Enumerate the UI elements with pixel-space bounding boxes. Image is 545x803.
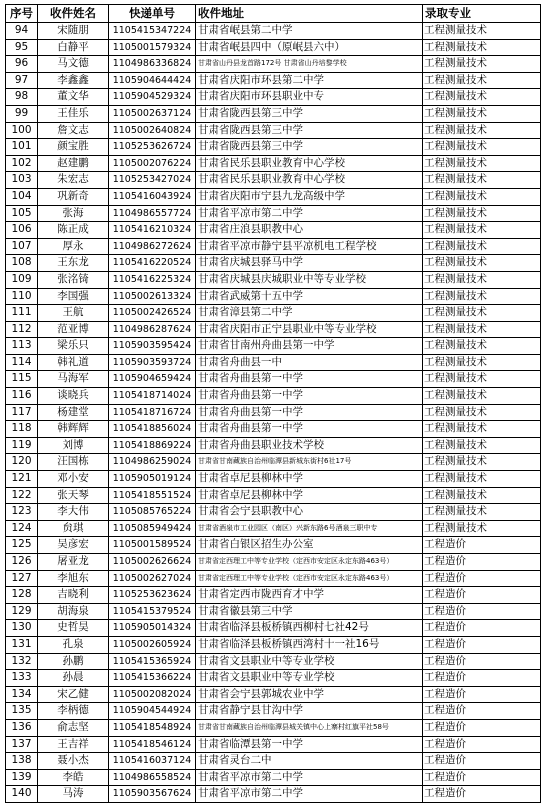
row-major: 工程测量技术: [423, 354, 541, 371]
row-major: 工程造价: [423, 686, 541, 703]
shipment-table: [5, 4, 541, 803]
row-tracking: 1105418716724: [109, 404, 196, 421]
row-name: 李柄德: [38, 703, 109, 720]
row-tracking: 1105253626724: [109, 139, 196, 156]
row-name: 张天琴: [38, 487, 109, 504]
row-name: 马文德: [38, 56, 109, 73]
row-address: 甘肃省定西理工中等专业学校（定西市安定区永定东路463号）: [196, 570, 423, 587]
row-tracking: 1105418551524: [109, 487, 196, 504]
table-row: [6, 404, 541, 421]
table-row: [6, 238, 541, 255]
row-address: 甘肃省卓尼县柳林中学: [196, 471, 423, 488]
row-major: 工程测量技术: [423, 139, 541, 156]
table-row: [6, 454, 541, 471]
row-seq: 140: [6, 786, 38, 803]
row-name: 梁乐只: [38, 338, 109, 355]
table-row: [6, 222, 541, 239]
row-seq: 133: [6, 670, 38, 687]
row-seq: 139: [6, 769, 38, 786]
row-tracking: 1104986557724: [109, 205, 196, 222]
row-name: 王佳乐: [38, 105, 109, 122]
header-address: 收件地址: [196, 5, 423, 23]
shipment-table-container: [5, 4, 541, 803]
row-tracking: 1105002640824: [109, 122, 196, 139]
row-major: 工程造价: [423, 753, 541, 770]
table-row: [6, 570, 541, 587]
row-address: 甘肃省白银区招生办公室: [196, 537, 423, 554]
row-tracking: 1105418856024: [109, 421, 196, 438]
row-address: 甘肃省漳县第二中学: [196, 305, 423, 322]
table-row: [6, 520, 541, 537]
row-name: 马海军: [38, 371, 109, 388]
header-tracking: 快递单号: [109, 5, 196, 23]
row-major: 工程测量技术: [423, 89, 541, 106]
table-row: [6, 105, 541, 122]
row-tracking: 1104986259024: [109, 454, 196, 471]
row-tracking: 1105001589524: [109, 537, 196, 554]
row-tracking: 1105416225324: [109, 271, 196, 288]
row-tracking: 1105416043924: [109, 188, 196, 205]
row-address: 甘肃省武威第十五中学: [196, 288, 423, 305]
row-address: 甘肃省舟曲县第一中学: [196, 371, 423, 388]
row-tracking: 1105002637124: [109, 105, 196, 122]
row-seq: 97: [6, 72, 38, 89]
row-address: 甘肃省定西市陇西育才中学: [196, 587, 423, 604]
row-major: 工程造价: [423, 587, 541, 604]
row-seq: 127: [6, 570, 38, 587]
row-address: 甘肃省文县职业中等专业学校: [196, 670, 423, 687]
row-address: 甘肃省平凉市第二中学: [196, 786, 423, 803]
table-row: [6, 72, 541, 89]
row-seq: 95: [6, 39, 38, 56]
row-tracking: 1105905019124: [109, 471, 196, 488]
table-row: [6, 736, 541, 753]
row-tracking: 1105418869224: [109, 437, 196, 454]
row-address: 甘肃省平凉市第二中学: [196, 205, 423, 222]
row-seq: 136: [6, 719, 38, 736]
row-tracking: 1105415379524: [109, 603, 196, 620]
row-name: 胡海泉: [38, 603, 109, 620]
row-seq: 101: [6, 139, 38, 156]
row-name: 范亚博: [38, 321, 109, 338]
row-major: 工程测量技术: [423, 56, 541, 73]
row-tracking: 1105002613324: [109, 288, 196, 305]
table-row: [6, 338, 541, 355]
table-row: [6, 56, 541, 73]
row-address: 甘肃省岷县第二中学: [196, 23, 423, 40]
row-tracking: 1105418548924: [109, 719, 196, 736]
row-name: 王吉祥: [38, 736, 109, 753]
row-seq: 135: [6, 703, 38, 720]
row-address: 甘肃省舟曲县一中: [196, 354, 423, 371]
row-name: 李旭东: [38, 570, 109, 587]
table-row: [6, 686, 541, 703]
row-tracking: 1105904659424: [109, 371, 196, 388]
row-tracking: 1105416210324: [109, 222, 196, 239]
row-major: 工程测量技术: [423, 321, 541, 338]
row-address: 甘肃省会宁县职教中心: [196, 504, 423, 521]
row-name: 贠琪: [38, 520, 109, 537]
row-name: 宋随朋: [38, 23, 109, 40]
row-address: 甘肃省舟曲县第一中学: [196, 388, 423, 405]
row-major: 工程测量技术: [423, 504, 541, 521]
row-name: 颜宝胜: [38, 139, 109, 156]
table-row: [6, 354, 541, 371]
row-major: 工程造价: [423, 603, 541, 620]
table-row: [6, 172, 541, 189]
row-seq: 108: [6, 255, 38, 272]
row-tracking: 1105418714024: [109, 388, 196, 405]
row-address: 甘肃省平凉市静宁县平凉机电工程学校: [196, 238, 423, 255]
table-body: [6, 23, 541, 803]
row-name: 白静平: [38, 39, 109, 56]
table-row: [6, 670, 541, 687]
table-row: [6, 388, 541, 405]
row-seq: 98: [6, 89, 38, 106]
row-seq: 120: [6, 454, 38, 471]
row-address: 甘肃省酒泉市工业园区（南区）兴新东路6号酒泉三职中专: [196, 520, 423, 537]
header-major: 录取专业: [423, 5, 541, 23]
row-tracking: 1105416220524: [109, 255, 196, 272]
row-address: 甘肃省庆阳市正宁县职业中等专业学校: [196, 321, 423, 338]
row-seq: 131: [6, 636, 38, 653]
row-tracking: 1105416037124: [109, 753, 196, 770]
row-tracking: 1105903567624: [109, 786, 196, 803]
row-seq: 104: [6, 188, 38, 205]
row-tracking: 1104986287624: [109, 321, 196, 338]
row-tracking: 1105002626624: [109, 554, 196, 571]
row-tracking: 1105415365924: [109, 653, 196, 670]
row-major: 工程造价: [423, 554, 541, 571]
row-name: 谈晓兵: [38, 388, 109, 405]
row-tracking: 1105002605924: [109, 636, 196, 653]
row-seq: 111: [6, 305, 38, 322]
row-name: 吉晓利: [38, 587, 109, 604]
row-tracking: 1105418546124: [109, 736, 196, 753]
row-tracking: 1105002627024: [109, 570, 196, 587]
row-address: 甘肃省舟曲县第一中学: [196, 404, 423, 421]
row-seq: 132: [6, 653, 38, 670]
row-address: 甘肃省定西理工中等专业学校（定西市安定区永定东路463号）: [196, 554, 423, 571]
table-row: [6, 587, 541, 604]
row-name: 王东龙: [38, 255, 109, 272]
row-seq: 128: [6, 587, 38, 604]
row-tracking: 1105002082024: [109, 686, 196, 703]
row-major: 工程测量技术: [423, 23, 541, 40]
row-major: 工程测量技术: [423, 271, 541, 288]
row-seq: 110: [6, 288, 38, 305]
table-row: [6, 155, 541, 172]
row-seq: 129: [6, 603, 38, 620]
row-major: 工程造价: [423, 670, 541, 687]
row-major: 工程测量技术: [423, 172, 541, 189]
row-major: 工程测量技术: [423, 222, 541, 239]
row-tracking: 1105002426524: [109, 305, 196, 322]
row-major: 工程测量技术: [423, 122, 541, 139]
table-row: [6, 305, 541, 322]
table-row: [6, 139, 541, 156]
table-row: [6, 554, 541, 571]
table-row: [6, 603, 541, 620]
table-row: [6, 205, 541, 222]
row-address: 甘肃省庄浪县职教中心: [196, 222, 423, 239]
row-address: 甘肃省临泽县板桥镇西湾村十一社16号: [196, 636, 423, 653]
row-name: 马涛: [38, 786, 109, 803]
table-row: [6, 39, 541, 56]
row-address: 甘肃省山丹县龙首路172号 甘肃省山丹培黎学校: [196, 56, 423, 73]
table-row: [6, 769, 541, 786]
row-seq: 94: [6, 23, 38, 40]
row-tracking: 1105415347224: [109, 23, 196, 40]
row-name: 巩新奇: [38, 188, 109, 205]
row-tracking: 1105253623624: [109, 587, 196, 604]
row-tracking: 1105903595424: [109, 338, 196, 355]
row-major: 工程测量技术: [423, 305, 541, 322]
row-seq: 117: [6, 404, 38, 421]
row-address: 甘肃省舟曲县职业技术学校: [196, 437, 423, 454]
row-major: 工程造价: [423, 719, 541, 736]
row-seq: 102: [6, 155, 38, 172]
row-seq: 138: [6, 753, 38, 770]
row-tracking: 1104986272624: [109, 238, 196, 255]
row-name: 李大伟: [38, 504, 109, 521]
row-name: 宋乙健: [38, 686, 109, 703]
row-major: 工程测量技术: [423, 72, 541, 89]
row-seq: 123: [6, 504, 38, 521]
row-tracking: 1105904644424: [109, 72, 196, 89]
row-seq: 115: [6, 371, 38, 388]
table-row: [6, 504, 541, 521]
table-row: [6, 437, 541, 454]
row-tracking: 1105905014324: [109, 620, 196, 637]
row-name: 屠亚龙: [38, 554, 109, 571]
header-seq: 序号: [6, 5, 38, 23]
table-header: [6, 5, 541, 23]
table-row: [6, 636, 541, 653]
row-tracking: 1105002076224: [109, 155, 196, 172]
table-row: [6, 487, 541, 504]
row-major: 工程造价: [423, 620, 541, 637]
row-name: 朱宏志: [38, 172, 109, 189]
row-name: 孙晨: [38, 670, 109, 687]
row-seq: 134: [6, 686, 38, 703]
row-name: 詹文志: [38, 122, 109, 139]
row-name: 聂小杰: [38, 753, 109, 770]
row-name: 孔泉: [38, 636, 109, 653]
table-row: [6, 288, 541, 305]
row-name: 韩礼道: [38, 354, 109, 371]
row-seq: 122: [6, 487, 38, 504]
row-seq: 116: [6, 388, 38, 405]
row-name: 李国强: [38, 288, 109, 305]
row-address: 甘肃省平凉市第二中学: [196, 769, 423, 786]
row-major: 工程测量技术: [423, 437, 541, 454]
row-name: 赵建鹏: [38, 155, 109, 172]
row-major: 工程测量技术: [423, 205, 541, 222]
row-tracking: 1105001579324: [109, 39, 196, 56]
row-address: 甘肃省临潭县第一中学: [196, 736, 423, 753]
table-row: [6, 471, 541, 488]
header-row: [6, 5, 541, 23]
row-major: 工程造价: [423, 786, 541, 803]
row-seq: 114: [6, 354, 38, 371]
row-address: 甘肃省庆阳市环县职业中专: [196, 89, 423, 106]
row-tracking: 1105085765224: [109, 504, 196, 521]
table-row: [6, 421, 541, 438]
row-seq: 96: [6, 56, 38, 73]
table-row: [6, 537, 541, 554]
row-tracking: 1104986558524: [109, 769, 196, 786]
table-row: [6, 653, 541, 670]
row-address: 甘肃省岷县四中（原岷县六中）: [196, 39, 423, 56]
row-seq: 112: [6, 321, 38, 338]
row-major: 工程测量技术: [423, 288, 541, 305]
row-major: 工程造价: [423, 636, 541, 653]
table-row: [6, 620, 541, 637]
row-name: 韩辉辉: [38, 421, 109, 438]
table-row: [6, 371, 541, 388]
row-major: 工程造价: [423, 570, 541, 587]
row-address: 甘肃省甘南藏族自治州临潭县城关镇中心上寨村红旗平社58号: [196, 719, 423, 736]
row-major: 工程测量技术: [423, 188, 541, 205]
table-row: [6, 271, 541, 288]
row-name: 张洺锜: [38, 271, 109, 288]
row-tracking: 1104986336824: [109, 56, 196, 73]
row-name: 厚永: [38, 238, 109, 255]
row-major: 工程测量技术: [423, 238, 541, 255]
row-address: 甘肃省陇西县第三中学: [196, 139, 423, 156]
row-address: 甘肃省卓尼县柳林中学: [196, 487, 423, 504]
row-seq: 118: [6, 421, 38, 438]
row-seq: 99: [6, 105, 38, 122]
row-address: 甘肃省庆阳市环县第二中学: [196, 72, 423, 89]
row-name: 王航: [38, 305, 109, 322]
row-address: 甘肃省临泽县板桥镇西柳村七社42号: [196, 620, 423, 637]
row-major: 工程测量技术: [423, 404, 541, 421]
table-row: [6, 255, 541, 272]
row-seq: 130: [6, 620, 38, 637]
header-name: 收件姓名: [38, 5, 109, 23]
row-address: 甘肃省庆城县庆城职业中等专业学校: [196, 271, 423, 288]
row-major: 工程测量技术: [423, 155, 541, 172]
row-major: 工程造价: [423, 653, 541, 670]
row-address: 甘肃省会宁县郭城农业中学: [196, 686, 423, 703]
row-major: 工程测量技术: [423, 520, 541, 537]
row-seq: 113: [6, 338, 38, 355]
row-name: 张海: [38, 205, 109, 222]
row-seq: 106: [6, 222, 38, 239]
row-name: 李鑫鑫: [38, 72, 109, 89]
row-name: 李皓: [38, 769, 109, 786]
row-name: 吴彦宏: [38, 537, 109, 554]
table-row: [6, 122, 541, 139]
row-major: 工程测量技术: [423, 39, 541, 56]
table-row: [6, 23, 541, 40]
row-major: 工程测量技术: [423, 487, 541, 504]
row-major: 工程测量技术: [423, 371, 541, 388]
row-address: 甘肃省文县职业中等专业学校: [196, 653, 423, 670]
row-major: 工程测量技术: [423, 421, 541, 438]
table-row: [6, 703, 541, 720]
row-seq: 119: [6, 437, 38, 454]
row-name: 汪国栋: [38, 454, 109, 471]
row-seq: 121: [6, 471, 38, 488]
row-name: 杨建堂: [38, 404, 109, 421]
row-major: 工程造价: [423, 703, 541, 720]
table-row: [6, 753, 541, 770]
row-tracking: 1105085949424: [109, 520, 196, 537]
row-address: 甘肃省陇西县第三中学: [196, 105, 423, 122]
row-tracking: 1105415366224: [109, 670, 196, 687]
row-seq: 100: [6, 122, 38, 139]
row-address: 甘肃省静宁县甘沟中学: [196, 703, 423, 720]
table-row: [6, 188, 541, 205]
row-name: 陈正成: [38, 222, 109, 239]
row-name: 孙鹏: [38, 653, 109, 670]
row-tracking: 1105904529324: [109, 89, 196, 106]
row-seq: 125: [6, 537, 38, 554]
row-major: 工程测量技术: [423, 388, 541, 405]
row-address: 甘肃省舟曲县第一中学: [196, 421, 423, 438]
table-row: [6, 786, 541, 803]
row-tracking: 1105253427024: [109, 172, 196, 189]
row-major: 工程测量技术: [423, 338, 541, 355]
row-name: 邓小安: [38, 471, 109, 488]
row-seq: 124: [6, 520, 38, 537]
table-row: [6, 719, 541, 736]
row-seq: 126: [6, 554, 38, 571]
row-address: 甘肃省甘南藏族自治州临潭县新城东街村6社17号: [196, 454, 423, 471]
row-name: 俞志坚: [38, 719, 109, 736]
row-address: 甘肃省灵台二中: [196, 753, 423, 770]
row-address: 甘肃省陇西县第三中学: [196, 122, 423, 139]
row-name: 史哲昊: [38, 620, 109, 637]
row-address: 甘肃省民乐县职业教育中心学校: [196, 172, 423, 189]
row-address: 甘肃省徽县第三中学: [196, 603, 423, 620]
row-seq: 109: [6, 271, 38, 288]
row-tracking: 1105903593724: [109, 354, 196, 371]
row-major: 工程造价: [423, 736, 541, 753]
row-tracking: 1105904544924: [109, 703, 196, 720]
table-row: [6, 89, 541, 106]
table-row: [6, 321, 541, 338]
row-seq: 103: [6, 172, 38, 189]
row-seq: 137: [6, 736, 38, 753]
row-major: 工程测量技术: [423, 454, 541, 471]
row-address: 甘肃省甘南州舟曲县第一中学: [196, 338, 423, 355]
row-address: 甘肃省民乐县职业教育中心学校: [196, 155, 423, 172]
row-name: 董文华: [38, 89, 109, 106]
row-major: 工程测量技术: [423, 255, 541, 272]
row-major: 工程测量技术: [423, 105, 541, 122]
row-major: 工程造价: [423, 769, 541, 786]
row-major: 工程造价: [423, 537, 541, 554]
row-seq: 107: [6, 238, 38, 255]
row-address: 甘肃省庆城县驿马中学: [196, 255, 423, 272]
row-major: 工程测量技术: [423, 471, 541, 488]
row-address: 甘肃省庆阳市宁县九龙高级中学: [196, 188, 423, 205]
row-name: 刘博: [38, 437, 109, 454]
row-seq: 105: [6, 205, 38, 222]
